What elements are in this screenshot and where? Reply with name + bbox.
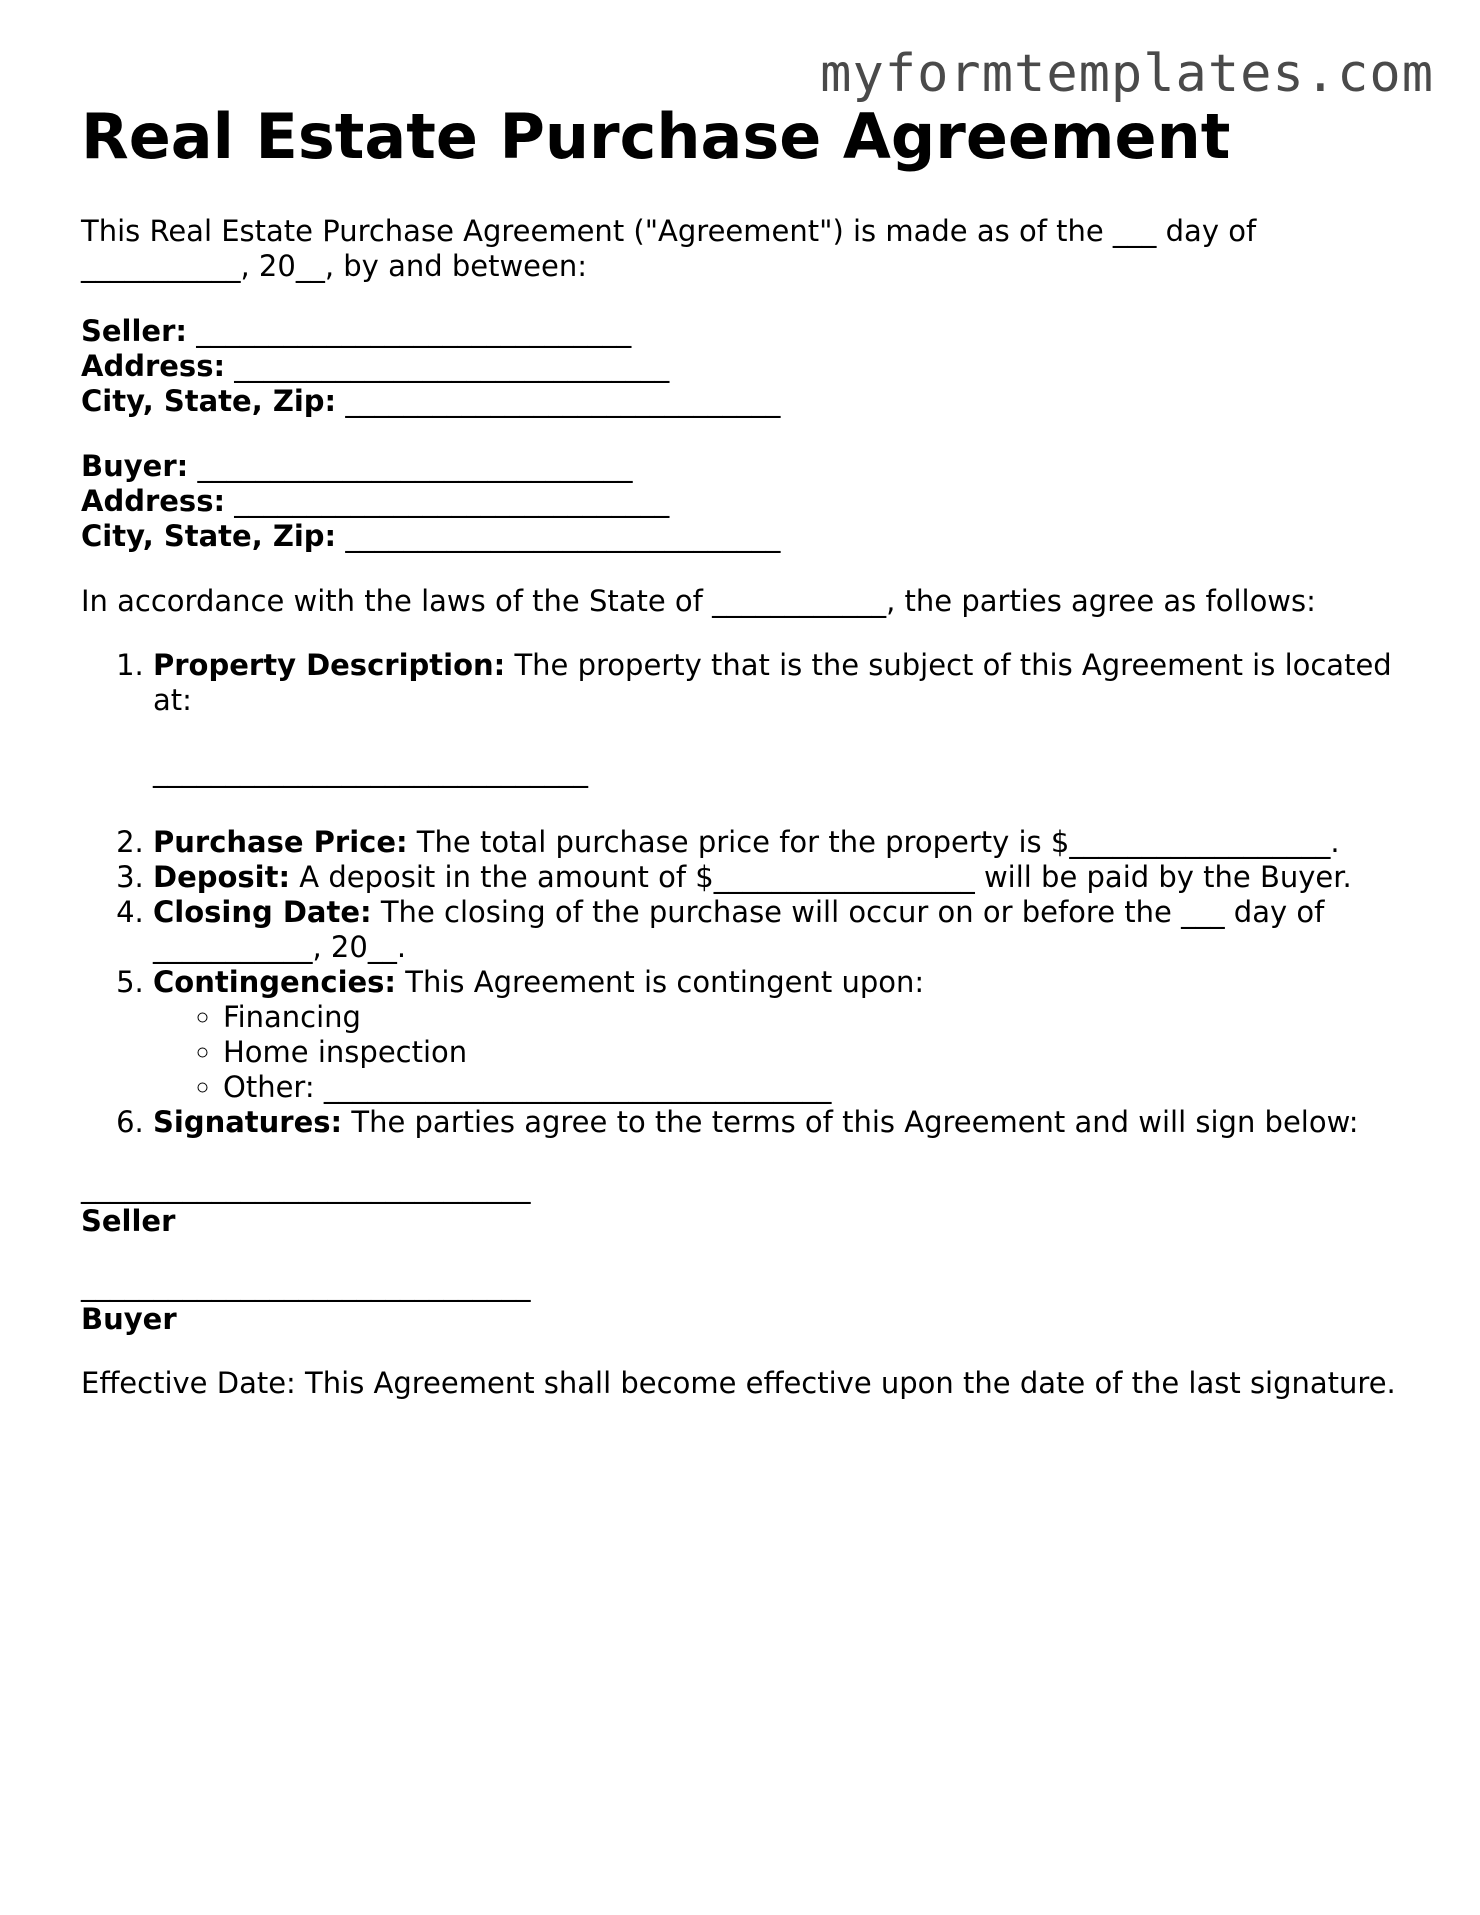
intro-line-2: ___________, 20__, by and between: [81, 249, 588, 284]
property-label: Property Description: [153, 648, 506, 683]
buyer-signature-label: Buyer [81, 1302, 177, 1337]
term-contingencies [153, 965, 1411, 1105]
buyer-name-label: Buyer: [81, 449, 189, 484]
contingencies-label: Contingencies: [153, 965, 397, 1000]
seller-csz-field[interactable]: ______________________________ [345, 384, 781, 419]
buyer-signature-block [81, 1268, 1411, 1336]
term-closing-date [153, 895, 1411, 965]
term-property-description [153, 648, 1411, 789]
contingency-home-inspection: ◦ Home inspection [223, 1035, 1411, 1070]
property-address-field[interactable]: ______________________________ [153, 754, 588, 789]
term-signatures [153, 1105, 1411, 1140]
contingency-financing: ◦ Financing [223, 1000, 1411, 1035]
buyer-address-label: Address: [81, 484, 226, 519]
seller-csz-label: City, State, Zip: [81, 384, 337, 419]
closing-label: Closing Date: [153, 895, 372, 930]
document-page [81, 100, 1411, 1401]
buyer-address-field[interactable]: ______________________________ [234, 484, 670, 519]
buyer-signature-line[interactable]: _______________________________ [81, 1268, 531, 1303]
buyer-csz-label: City, State, Zip: [81, 519, 337, 554]
contingencies-text: This Agreement is contingent upon: [396, 965, 925, 1000]
seller-block [81, 314, 1411, 419]
buyer-block [81, 449, 1411, 554]
seller-name-label: Seller: [81, 314, 188, 349]
effective-date-paragraph: Effective Date: This Agreement shall become effective upon the date of the last signature. [81, 1366, 1396, 1401]
price-text: The total purchase price for the property is $__________________. [407, 825, 1340, 860]
buyer-name-field[interactable]: ______________________________ [197, 449, 633, 484]
seller-signature-block [81, 1170, 1411, 1238]
intro-paragraph [81, 214, 1411, 284]
buyer-csz-field[interactable]: ______________________________ [345, 519, 781, 554]
price-label: Purchase Price: [153, 825, 408, 860]
laws-paragraph: In accordance with the laws of the State of ____________, the parties agree as follows: [81, 584, 1316, 619]
seller-address-field[interactable]: ______________________________ [234, 349, 670, 384]
term-purchase-price [153, 825, 1411, 860]
signatures-text: The parties agree to the terms of this Agreement and will sign below: [342, 1105, 1359, 1140]
term-deposit [153, 860, 1411, 895]
deposit-label: Deposit: [153, 860, 291, 895]
contingency-other[interactable]: ◦ Other: ___________________________________ [223, 1070, 1411, 1105]
deposit-text: A deposit in the amount of $__________________ will be paid by the Buyer. [290, 860, 1352, 895]
seller-signature-line[interactable]: _______________________________ [81, 1170, 531, 1205]
intro-line-1: This Real Estate Purchase Agreement ("Agreement") is made as of the ___ day of [81, 214, 1257, 249]
closing-text: The closing of the purchase will occur on or before the ___ day of ___________, 20__. [153, 895, 1325, 965]
seller-address-label: Address: [81, 349, 226, 384]
terms-list [81, 648, 1411, 1140]
signatures-label: Signatures: [153, 1105, 343, 1140]
seller-name-field[interactable]: ______________________________ [196, 314, 632, 349]
property-text: The property that is the subject of this Agreement is located at: [153, 648, 1392, 718]
watermark-text: myformtemplates.com [820, 44, 1434, 104]
document-title: Real Estate Purchase Agreement [81, 100, 1231, 173]
contingencies-list [153, 1000, 1411, 1105]
seller-signature-label: Seller [81, 1204, 176, 1239]
